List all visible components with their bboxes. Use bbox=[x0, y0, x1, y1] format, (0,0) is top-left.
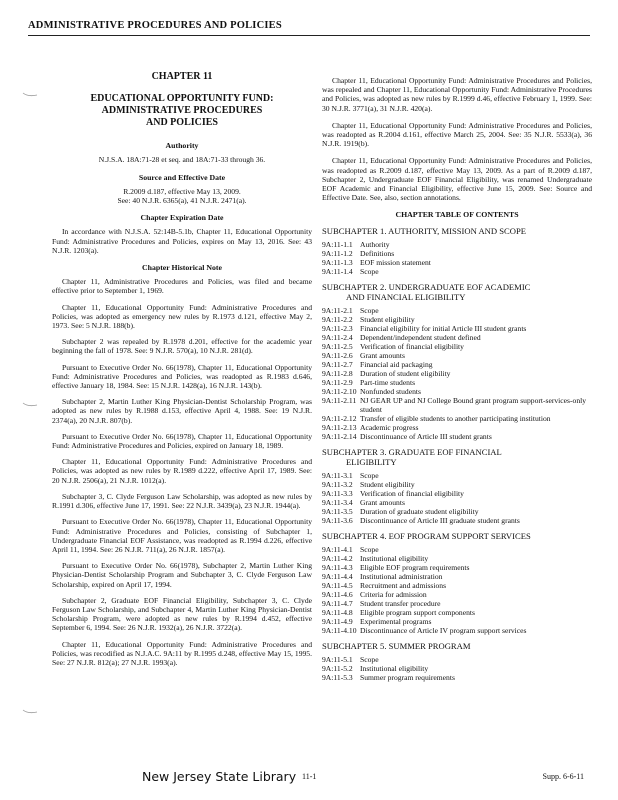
toc-section-number: 9A:11-2.12 bbox=[322, 413, 357, 423]
history-paragraph: Pursuant to Executive Order No. 66(1978), Subchapter 2, Martin Luther King Physician-Dentist Scholarship Program and Subchapter 3, C. Clyde Ferguson Law Scholarship, expired on April 17, 1994. bbox=[52, 561, 312, 589]
toc-section-title: Duration of graduate student eligibility bbox=[360, 506, 479, 516]
history-paragraph: Chapter 11, Educational Opportunity Fund: Administrative Procedures and Policies, was adopted as new rules by R.1989 d.222, effective April 17, 1989. See: 20 N.J.R. 2506(a), 21 N.J.R. 1012(a). bbox=[52, 457, 312, 485]
toc-section-number: 9A:11-4.10 bbox=[322, 625, 357, 635]
toc-section-number: 9A:11-2.9 bbox=[322, 377, 353, 387]
toc-entry bbox=[322, 267, 592, 276]
expiration-heading: Chapter Expiration Date bbox=[140, 213, 224, 223]
toc-entry bbox=[322, 655, 592, 664]
toc-section-title: Scope bbox=[360, 305, 379, 315]
toc-section-title: Student eligibility bbox=[360, 479, 415, 489]
toc-section-title: Duration of student eligibility bbox=[360, 368, 451, 378]
margin-mark bbox=[22, 709, 38, 715]
toc-section-number: 9A:11-3.5 bbox=[322, 506, 353, 516]
left-column bbox=[52, 68, 312, 674]
toc-section-title: Grant amounts bbox=[360, 497, 405, 507]
toc-section-number: 9A:11-3.1 bbox=[322, 470, 353, 480]
table-of-contents bbox=[322, 226, 592, 682]
toc-section-title: Recruitment and admissions bbox=[360, 580, 447, 590]
subchapter-heading-line: SUBCHAPTER 5. SUMMER PROGRAM bbox=[322, 640, 471, 651]
toc-entry bbox=[322, 324, 592, 333]
source-line: R.2009 d.187, effective May 13, 2009. bbox=[123, 186, 241, 196]
toc-section-number: 9A:11-4.4 bbox=[322, 571, 353, 581]
toc-section-title: NJ GEAR UP and NJ College Bound grant program support-services-only student bbox=[360, 395, 587, 414]
history-paragraph: Chapter 11, Educational Opportunity Fund: Administrative Procedures and Policies, was recodified as N.J.A.C. 9A:11 by R.1995 d.248, effective May 15, 1995. See: 27 N.J.R. 812(a); 27 N.J.R. 1993(a). bbox=[52, 639, 312, 667]
toc-section-title: Scope bbox=[360, 470, 379, 480]
toc-section-number: 9A:11-2.6 bbox=[322, 350, 353, 360]
toc-section-title: Discontinuance of Article IV program support services bbox=[360, 625, 527, 635]
subchapter-heading bbox=[322, 226, 592, 236]
toc-entry bbox=[322, 423, 592, 432]
toc-entry bbox=[322, 498, 592, 507]
toc-section-title: Scope bbox=[360, 654, 379, 664]
toc-section-number: 9A:11-4.2 bbox=[322, 553, 353, 563]
toc-section-title: Grant amounts bbox=[360, 350, 405, 360]
authority-heading: Authority bbox=[165, 141, 199, 151]
toc-entry bbox=[322, 608, 592, 617]
toc-section-title: Criteria for admission bbox=[360, 589, 427, 599]
toc-entry bbox=[322, 378, 592, 387]
toc-entry bbox=[322, 664, 592, 673]
toc-section-title: Scope bbox=[360, 266, 379, 276]
history-paragraph: Subchapter 2 was repealed by R.1978 d.201, effective for the academic year beginning the fall of 1978. See: 9 N.J.R. 570(a), 10 N.J.R. 281(d). bbox=[52, 337, 312, 356]
supplement-date: Supp. 6-6-11 bbox=[542, 772, 584, 781]
toc-section-title: Dependent/independent student defined bbox=[360, 332, 481, 342]
history-paragraph: Subchapter 3, C. Clyde Ferguson Law Scholarship, was adopted as new rules by R.1991 d.306, effective June 17, 1991. See: 22 N.J.R. 3439(a), 23 N.J.R. 1944(a). bbox=[52, 491, 312, 511]
toc-entry bbox=[322, 581, 592, 590]
page-number: 11-1 bbox=[302, 772, 317, 781]
history-paragraph: Subchapter 2, Graduate EOF Financial Eligibility, Subchapter 3, C. Clyde Ferguson Law Scholarship, and Subchapter 4, Martin Luther King Physician-Dentist Scholarship Program, were adopted as new rules by R.1994 d.452, effective September 6, 1994. See: 26 N.J.R. 1932(a), 26 N.J.R. 3722(a). bbox=[52, 595, 312, 633]
history-paragraph: Subchapter 2, Martin Luther King Physician-Dentist Scholarship Program, was adopted as new rules by R.1988 d.153, effective April 4, 1988. See: 19 N.J.R. 2374(a), 20 N.J.R. 807(b). bbox=[52, 397, 312, 425]
toc-section-title: Part-time students bbox=[360, 377, 416, 387]
margin-mark bbox=[22, 402, 38, 408]
subchapter-heading-line: AND FINANCIAL ELIGIBILITY bbox=[346, 291, 466, 302]
toc-entry bbox=[322, 590, 592, 599]
margin-mark bbox=[22, 92, 38, 98]
toc-section-number: 9A:11-2.10 bbox=[322, 386, 357, 396]
history-paragraph: Chapter 11, Educational Opportunity Fund: Administrative Procedures and Policies, was repealed and Chapter 11, Educational Opportunity Fund: Administrative Procedures and Policies, was adopted as new rules by R.1999 d.46, effective February 1, 1999. See: 30 N.J.R. 3771(a), 31 N.J.R. 420(a). bbox=[322, 76, 592, 113]
chapter-title-line: AND POLICIES bbox=[146, 117, 218, 129]
toc-section-number: 9A:11-2.11 bbox=[322, 395, 357, 405]
toc-section-title: Verification of financial eligibility bbox=[360, 341, 464, 351]
toc-entry bbox=[322, 306, 592, 315]
toc-section-title: Experimental programs bbox=[360, 616, 432, 626]
chapter-number: CHAPTER 11 bbox=[151, 71, 213, 82]
toc-section-title: Transfer of eligible students to another participating institution bbox=[360, 413, 551, 423]
toc-entry bbox=[322, 617, 592, 626]
toc-section-number: 9A:11-2.5 bbox=[322, 341, 353, 351]
source-heading: Source and Effective Date bbox=[138, 172, 226, 182]
toc-entry bbox=[322, 360, 592, 369]
toc-section-number: 9A:11-4.8 bbox=[322, 607, 353, 617]
history-paragraph: Pursuant to Executive Order No. 66(1978), Chapter 11, Educational Opportunity Fund: Administrative Procedures and Policies, was readopted as R.1983 d.646, effective January 18, 1984. See: 15 N.J.R. 1428(a), 16 N.J.R. 143(b). bbox=[52, 362, 312, 391]
expiration-text: In accordance with N.J.S.A. 52:14B-5.1b, Chapter 11, Educational Opportunity Fund: Administrative Procedures and Policies, expires on May 13, 2016. See: 43 N.J.R. 1203(a). bbox=[52, 227, 312, 255]
chapter-title-line: EDUCATIONAL OPPORTUNITY FUND: bbox=[90, 93, 274, 105]
toc-entry bbox=[322, 545, 592, 554]
toc-entry bbox=[322, 396, 592, 414]
subchapter-heading-line: SUBCHAPTER 2. UNDERGRADUATE EOF ACADEMIC bbox=[322, 281, 531, 292]
toc-entry bbox=[322, 572, 592, 581]
toc-entry bbox=[322, 507, 592, 516]
toc-entry bbox=[322, 563, 592, 572]
history-paragraph: Chapter 11, Educational Opportunity Fund: Administrative Procedures and Policies, was readopted as R.2004 d.161, effective March 25, 2004. See: 35 N.J.R. 5533(a), 36 N.J.R. 1919(b). bbox=[322, 120, 592, 149]
toc-section-title: Financial eligibility for initial Article III student grants bbox=[360, 323, 527, 333]
toc-entry bbox=[322, 626, 592, 635]
toc-section-number: 9A:11-1.3 bbox=[322, 257, 353, 267]
toc-section-title: Institutional eligibility bbox=[360, 663, 429, 673]
toc-entry bbox=[322, 351, 592, 360]
toc-section-number: 9A:11-5.3 bbox=[322, 672, 353, 682]
toc-entry bbox=[322, 258, 592, 267]
toc-section-number: 9A:11-4.1 bbox=[322, 544, 353, 554]
toc-section-title: Financial aid packaging bbox=[360, 359, 433, 369]
toc-entry bbox=[322, 516, 592, 525]
toc-section-number: 9A:11-1.2 bbox=[322, 248, 353, 258]
toc-section-number: 9A:11-2.3 bbox=[322, 323, 353, 333]
toc-section-title: Discontinuance of Article III graduate student grants bbox=[360, 515, 520, 525]
toc-section-number: 9A:11-2.14 bbox=[322, 431, 357, 441]
toc-entry bbox=[322, 471, 592, 480]
authority-text: N.J.S.A. 18A:71-28 et seq. and 18A:71-33 through 36. bbox=[98, 155, 266, 165]
toc-entry bbox=[322, 489, 592, 498]
toc-section-number: 9A:11-5.1 bbox=[322, 654, 353, 664]
subchapter-heading bbox=[322, 531, 592, 541]
toc-entry bbox=[322, 240, 592, 249]
toc-entry bbox=[322, 333, 592, 342]
toc-section-number: 9A:11-2.4 bbox=[322, 332, 353, 342]
toc-entry bbox=[322, 599, 592, 608]
toc-section-number: 9A:11-5.2 bbox=[322, 663, 353, 673]
toc-entry bbox=[322, 369, 592, 378]
chapter-title bbox=[52, 93, 312, 129]
right-column bbox=[322, 76, 592, 682]
toc-section-title: Student transfer procedure bbox=[360, 598, 441, 608]
chapter-title-line: ADMINISTRATIVE PROCEDURES bbox=[101, 105, 263, 117]
toc-entry bbox=[322, 414, 592, 423]
subchapter-heading bbox=[322, 447, 592, 467]
toc-section-number: 9A:11-3.6 bbox=[322, 515, 353, 525]
toc-entry bbox=[322, 554, 592, 563]
toc-section-title: Eligible program support components bbox=[360, 607, 475, 617]
toc-section-number: 9A:11-1.1 bbox=[322, 239, 353, 249]
toc-section-number: 9A:11-2.13 bbox=[322, 422, 357, 432]
subchapter-heading-line: SUBCHAPTER 3. GRADUATE EOF FINANCIAL bbox=[322, 446, 502, 457]
toc-entry bbox=[322, 315, 592, 324]
toc-section-title: Authority bbox=[360, 239, 390, 249]
toc-section-title: Verification of financial eligibility bbox=[360, 488, 464, 498]
toc-section-title: Academic progress bbox=[360, 422, 419, 432]
toc-section-number: 9A:11-3.3 bbox=[322, 488, 353, 498]
subchapter-heading-line: SUBCHAPTER 1. AUTHORITY, MISSION AND SCOPE bbox=[322, 225, 526, 236]
toc-section-title: Summer program requirements bbox=[360, 672, 455, 682]
subchapter-heading-line: SUBCHAPTER 4. EOF PROGRAM SUPPORT SERVICES bbox=[322, 530, 531, 541]
toc-section-number: 9A:11-2.7 bbox=[322, 359, 353, 369]
toc-section-number: 9A:11-4.3 bbox=[322, 562, 353, 572]
toc-section-title: Definitions bbox=[360, 248, 395, 258]
toc-entry bbox=[322, 432, 592, 441]
source-line: See: 40 N.J.R. 6365(a), 41 N.J.R. 2471(a). bbox=[117, 196, 247, 206]
history-paragraph: Pursuant to Executive Order No. 66(1978), Chapter 11, Educational Opportunity Fund: Administrative Procedures and Policies, expired on January 18, 1989. bbox=[52, 431, 312, 451]
toc-section-title: Eligible EOF program requirements bbox=[360, 562, 470, 572]
toc-section-number: 9A:11-2.1 bbox=[322, 305, 353, 315]
history-paragraph: Chapter 11, Educational Opportunity Fund: Administrative Procedures and Policies, was adopted as emergency new rules by R.1973 d.121, effective May 2, 1973. See: 5 N.J.R. 188(b). bbox=[52, 302, 312, 331]
toc-section-number: 9A:11-2.2 bbox=[322, 314, 353, 324]
subchapter-heading-line: ELIGIBILITY bbox=[346, 456, 397, 467]
toc-entry bbox=[322, 480, 592, 489]
toc-section-number: 9A:11-1.4 bbox=[322, 266, 353, 276]
toc-section-title: Nonfunded students bbox=[360, 386, 421, 396]
toc-section-number: 9A:11-3.4 bbox=[322, 497, 353, 507]
toc-section-title: EOF mission statement bbox=[360, 257, 431, 267]
toc-section-number: 9A:11-4.7 bbox=[322, 598, 353, 608]
library-stamp: New Jersey State Library bbox=[142, 769, 297, 784]
toc-section-title: Student eligibility bbox=[360, 314, 415, 324]
toc-section-title: Discontinuance of Article III student grants bbox=[360, 431, 492, 441]
toc-section-number: 9A:11-4.5 bbox=[322, 580, 353, 590]
toc-title: CHAPTER TABLE OF CONTENTS bbox=[395, 210, 519, 220]
toc-entry bbox=[322, 249, 592, 258]
history-paragraph: Chapter 11, Educational Opportunity Fund: Administrative Procedures and Policies, was readopted as R.2009 d.187, effective May 13, 2009. As a part of R.2009 d.187, Subchapter 2, Undergraduate EOF Financial Eligibility, was renamed Undergraduate EOF Academic and Financial Eligibility, effective June 15, 2009. See: Source and Effective Date. See, also, section annotations. bbox=[322, 156, 592, 203]
toc-entry bbox=[322, 387, 592, 396]
toc-section-title: Scope bbox=[360, 544, 379, 554]
subchapter-heading bbox=[322, 641, 592, 651]
toc-section-title: Institutional administration bbox=[360, 571, 443, 581]
toc-entry bbox=[322, 342, 592, 351]
toc-section-number: 9A:11-4.9 bbox=[322, 616, 353, 626]
toc-entry bbox=[322, 673, 592, 682]
toc-section-number: 9A:11-3.2 bbox=[322, 479, 353, 489]
toc-section-number: 9A:11-2.8 bbox=[322, 368, 353, 378]
toc-section-title: Institutional eligibility bbox=[360, 553, 429, 563]
subchapter-heading bbox=[322, 282, 592, 302]
toc-section-number: 9A:11-4.6 bbox=[322, 589, 353, 599]
history-paragraph: Pursuant to Executive Order No. 66(1978), Chapter 11, Educational Opportunity Fund: Administrative Procedures and Policies, consisting of Subchapter 1, Undergraduate Financial EOF Assistance, was readopted as R.1994 d.226, effective April 11, 1994. See: 26 N.J.R. 711(a), 26 N.J.R. 1857(a). bbox=[52, 517, 312, 554]
running-header: ADMINISTRATIVE PROCEDURES AND POLICIES bbox=[28, 20, 590, 36]
history-paragraph: Chapter 11, Administrative Procedures and Policies, was filed and became effective prior to September 1, 1969. bbox=[52, 277, 312, 296]
history-heading: Chapter Historical Note bbox=[142, 263, 222, 273]
